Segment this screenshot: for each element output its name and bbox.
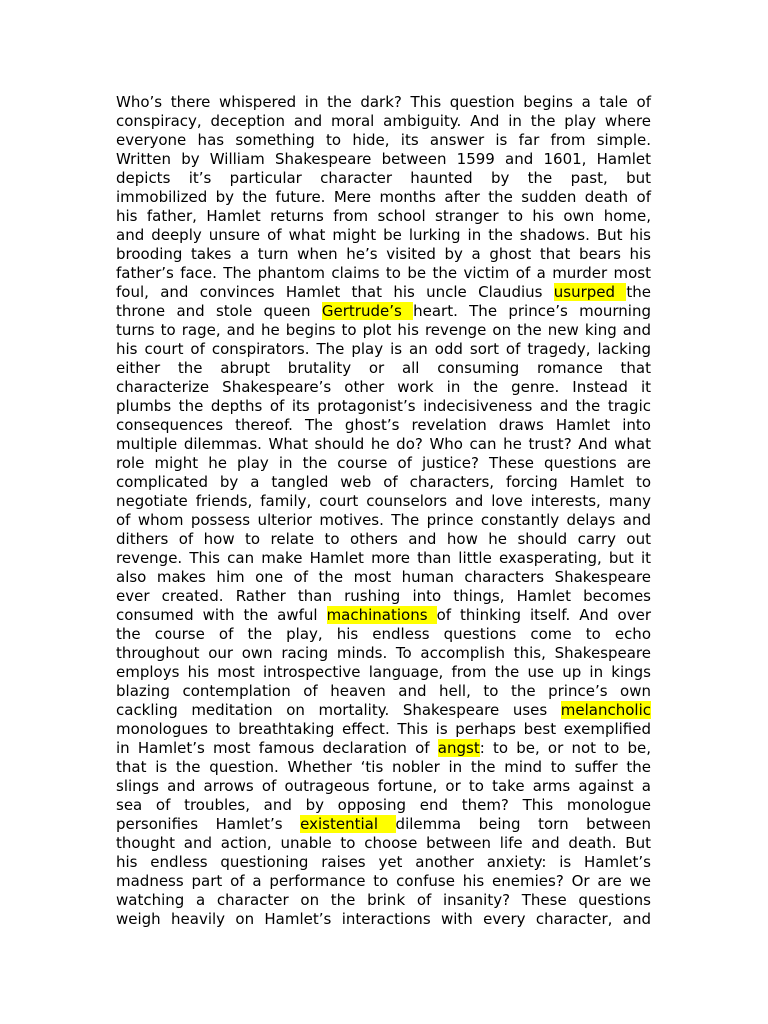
text-line — [116, 663, 651, 682]
text-line — [116, 302, 651, 321]
text-run: everyone has something to hide, its answer is far from simple. — [116, 131, 651, 149]
text-line — [116, 245, 651, 264]
text-line — [116, 207, 651, 226]
text-line — [116, 435, 651, 454]
text-run: dilemma being torn between — [395, 815, 651, 833]
text-line — [116, 188, 651, 207]
text-line — [116, 701, 651, 720]
text-run: monologues to breathtaking effect. This is perhaps best exemplified — [116, 720, 651, 738]
text-run: brooding takes a turn when he’s visited by a ghost that bears his — [116, 245, 651, 263]
text-run: multiple dilemmas. What should he do? Who can he trust? And what — [116, 435, 651, 453]
text-run: Written by William Shakespeare between 1599 and 1601, Hamlet — [116, 150, 651, 168]
text-line — [116, 891, 651, 910]
text-run: negotiate friends, family, court counselors and love interests, many — [116, 492, 651, 510]
text-line — [116, 625, 651, 644]
text-line — [116, 264, 651, 283]
text-run: depicts it’s particular character haunted by the past, but — [116, 169, 651, 187]
text-line — [116, 340, 651, 359]
text-run: personifies Hamlet’s — [116, 815, 301, 833]
text-line — [116, 283, 651, 302]
text-run: consumed with the awful — [116, 606, 327, 624]
text-run: complicated by a tangled web of characters, forcing Hamlet to — [116, 473, 651, 491]
text-run: characterize Shakespeare’s other work in the genre. Instead it — [116, 378, 651, 396]
text-run: his endless questioning raises yet another anxiety: is Hamlet’s — [116, 853, 651, 871]
text-line — [116, 758, 651, 777]
text-line — [116, 910, 651, 929]
text-run: the — [626, 283, 651, 301]
text-run: employs his most introspective language, from the use up in kings — [116, 663, 651, 681]
text-line — [116, 815, 651, 834]
text-run: watching a character on the brink of insanity? These questions — [116, 891, 651, 909]
text-line — [116, 511, 651, 530]
text-line — [116, 682, 651, 701]
highlighted-word: melancholic — [560, 701, 651, 719]
text-line — [116, 226, 651, 245]
text-line — [116, 796, 651, 815]
text-run: in Hamlet’s most famous declaration of — [116, 739, 438, 757]
text-run: blazing contemplation of heaven and hell, to the prince’s own — [116, 682, 651, 700]
text-line — [116, 872, 651, 891]
text-line — [116, 150, 651, 169]
text-line — [116, 473, 651, 492]
text-run: : to be, or not to be, — [479, 739, 651, 757]
text-run: consequences thereof. The ghost’s revelation draws Hamlet into — [116, 416, 651, 434]
text-line — [116, 720, 651, 739]
text-run: of thinking itself. And over — [436, 606, 652, 624]
highlighted-word: existential — [300, 815, 396, 833]
highlighted-word: usurped — [553, 283, 627, 301]
text-line — [116, 454, 651, 473]
document-body-text — [116, 93, 651, 929]
text-line — [116, 321, 651, 340]
text-line — [116, 112, 651, 131]
text-line — [116, 644, 651, 663]
text-run: the course of the play, his endless questions come to echo — [116, 625, 651, 643]
text-line — [116, 549, 651, 568]
text-line — [116, 397, 651, 416]
text-run: either the abrupt brutality or all consuming romance that — [116, 359, 651, 377]
text-run: dithers of how to relate to others and how he should carry out — [116, 530, 651, 548]
text-run: throne and stole queen — [116, 302, 322, 320]
text-line — [116, 359, 651, 378]
text-line — [116, 777, 651, 796]
text-run: heart. The prince’s mourning — [413, 302, 651, 320]
text-line — [116, 834, 651, 853]
highlighted-word: angst — [437, 739, 480, 757]
text-run: that is the question. Whether ‘tis nobler in the mind to suffer the — [116, 758, 651, 776]
text-line — [116, 492, 651, 511]
text-run: weigh heavily on Hamlet’s interactions with every character, and — [116, 910, 651, 928]
text-line — [116, 378, 651, 397]
text-line — [116, 739, 651, 758]
text-run: turns to rage, and he begins to plot his revenge on the new king and — [116, 321, 651, 339]
text-run: ever created. Rather than rushing into things, Hamlet becomes — [116, 587, 651, 605]
text-run: conspiracy, deception and moral ambiguity. And in the play where — [116, 112, 651, 130]
text-line — [116, 606, 651, 625]
text-run: immobilized by the future. Mere months after the sudden death of — [116, 188, 651, 206]
text-run: foul, and convinces Hamlet that his uncle Claudius — [116, 283, 554, 301]
highlighted-word: Gertrude’s — [321, 302, 414, 320]
text-line — [116, 568, 651, 587]
text-line — [116, 587, 651, 606]
text-run: Who’s there whispered in the dark? This question begins a tale of — [116, 93, 651, 111]
text-run: madness part of a performance to confuse his enemies? Or are we — [116, 872, 651, 890]
text-run: role might he play in the course of justice? These questions are — [116, 454, 651, 472]
text-run: and deeply unsure of what might be lurking in the shadows. But his — [116, 226, 651, 244]
text-run: cackling meditation on mortality. Shakespeare uses — [116, 701, 561, 719]
text-run: revenge. This can make Hamlet more than little exasperating, but it — [116, 549, 651, 567]
text-line — [116, 853, 651, 872]
text-run: his father, Hamlet returns from school stranger to his own home, — [116, 207, 651, 225]
text-run: also makes him one of the most human characters Shakespeare — [116, 568, 651, 586]
text-line — [116, 131, 651, 150]
text-run: slings and arrows of outrageous fortune, or to take arms against a — [116, 777, 651, 795]
text-line — [116, 169, 651, 188]
text-run: of whom possess ulterior motives. The prince constantly delays and — [116, 511, 651, 529]
text-run: his court of conspirators. The play is an odd sort of tragedy, lacking — [116, 340, 651, 358]
text-run: father’s face. The phantom claims to be the victim of a murder most — [116, 264, 651, 282]
text-line — [116, 416, 651, 435]
text-run: throughout our own racing minds. To accomplish this, Shakespeare — [116, 644, 651, 662]
text-line — [116, 93, 651, 112]
text-run: sea of troubles, and by opposing end them? This monologue — [116, 796, 651, 814]
text-line — [116, 530, 651, 549]
text-run: thought and action, unable to choose between life and death. But — [116, 834, 651, 852]
text-run: plumbs the depths of its protagonist’s indecisiveness and the tragic — [116, 397, 651, 415]
highlighted-word: machinations — [326, 606, 437, 624]
